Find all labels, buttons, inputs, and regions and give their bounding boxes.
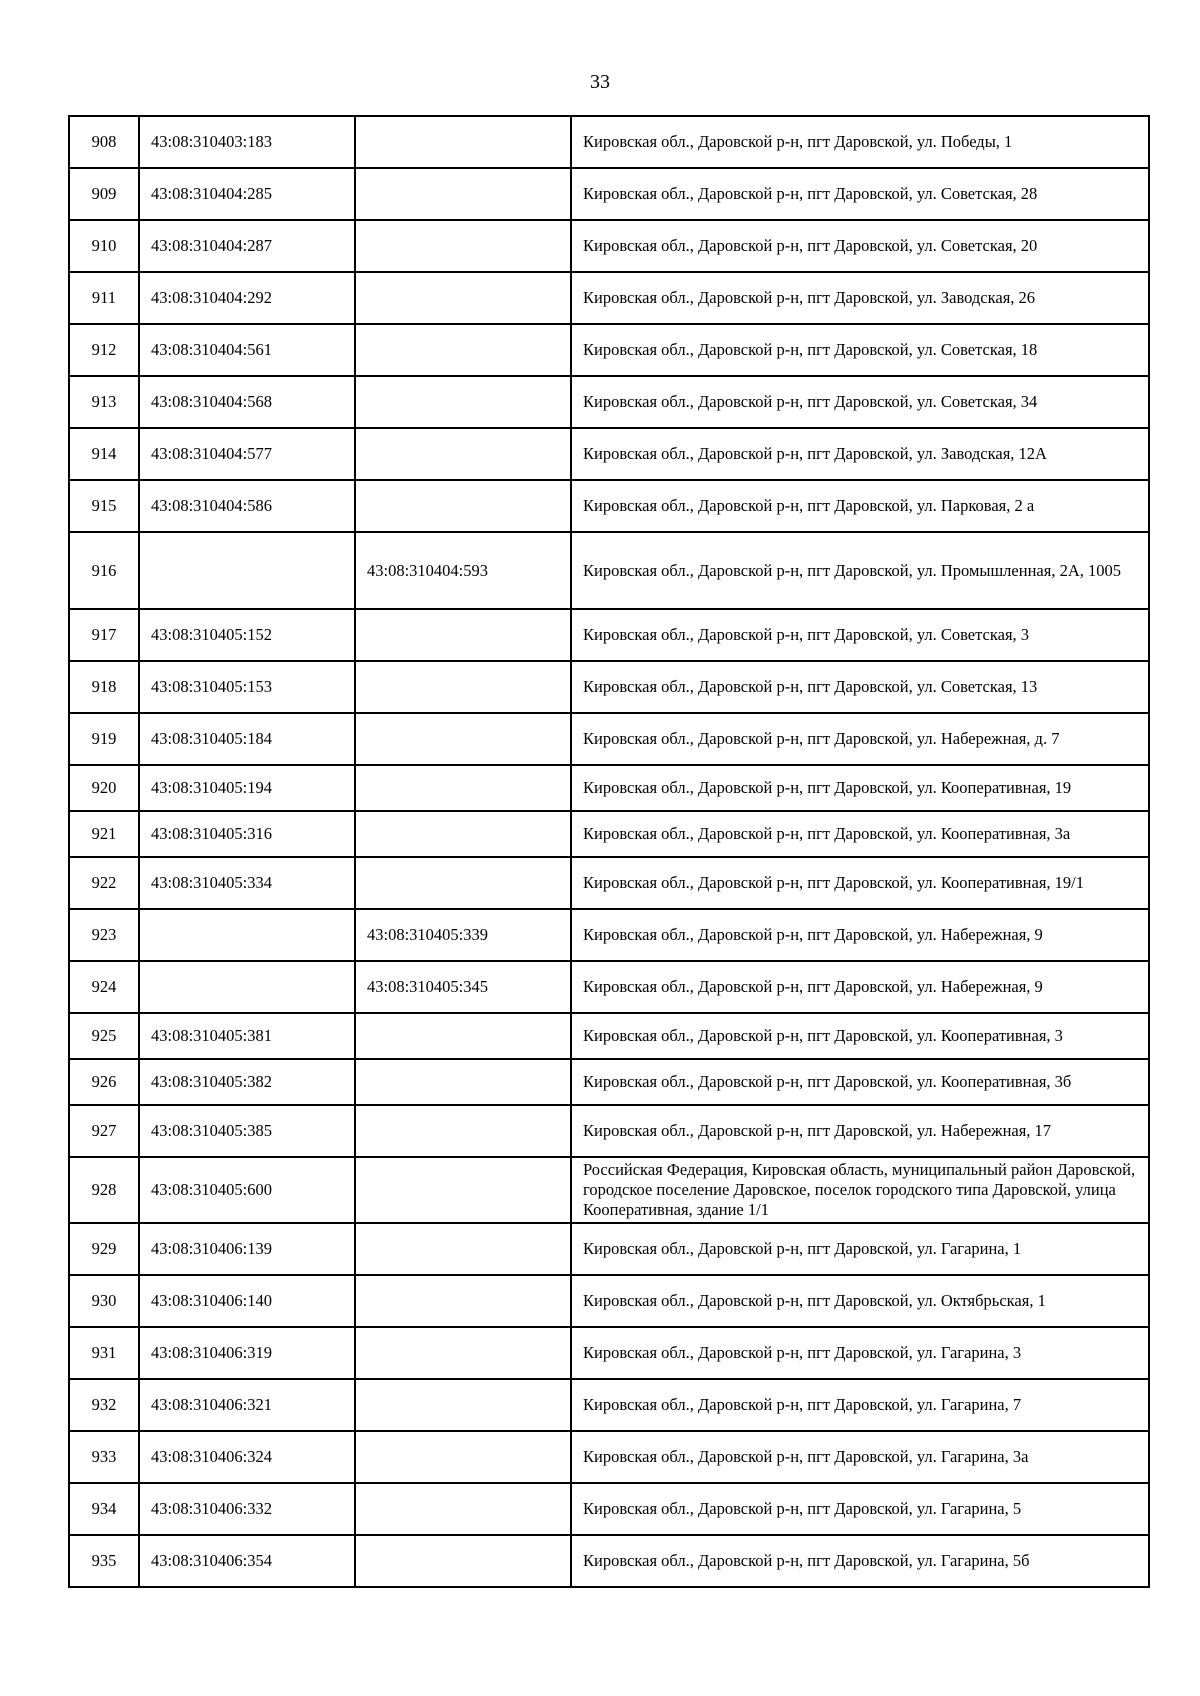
address: Кировская обл., Даровской р-н, пгт Даровской, ул. Кооперативная, 19/1 [571, 857, 1149, 909]
row-number: 924 [69, 961, 139, 1013]
table-row [69, 1431, 1149, 1483]
address: Кировская обл., Даровской р-н, пгт Даровской, ул. Набережная, 9 [571, 909, 1149, 961]
address: Кировская обл., Даровской р-н, пгт Даровской, ул. Промышленная, 2А, 1005 [571, 532, 1149, 609]
row-number: 930 [69, 1275, 139, 1327]
row-number: 923 [69, 909, 139, 961]
row-number: 920 [69, 765, 139, 811]
cadastral-number: 43:08:310406:321 [139, 1379, 355, 1431]
parent-cadastral-number [355, 1379, 571, 1431]
row-number: 929 [69, 1223, 139, 1275]
cadastral-number: 43:08:310405:316 [139, 811, 355, 857]
row-number: 915 [69, 480, 139, 532]
row-number: 918 [69, 661, 139, 713]
row-number: 912 [69, 324, 139, 376]
cadastral-number: 43:08:310405:334 [139, 857, 355, 909]
table-row [69, 116, 1149, 168]
row-number: 916 [69, 532, 139, 609]
cadastral-number: 43:08:310404:577 [139, 428, 355, 480]
address: Кировская обл., Даровской р-н, пгт Даровской, ул. Октябрьская, 1 [571, 1275, 1149, 1327]
parent-cadastral-number [355, 168, 571, 220]
table-row [69, 1105, 1149, 1157]
table-row [69, 272, 1149, 324]
address: Кировская обл., Даровской р-н, пгт Даровской, ул. Заводская, 26 [571, 272, 1149, 324]
cadastral-number: 43:08:310404:561 [139, 324, 355, 376]
row-number: 922 [69, 857, 139, 909]
cadastral-number: 43:08:310404:287 [139, 220, 355, 272]
row-number: 927 [69, 1105, 139, 1157]
registry-table [68, 115, 1150, 1588]
parent-cadastral-number [355, 1157, 571, 1223]
cadastral-number: 43:08:310404:292 [139, 272, 355, 324]
cadastral-number: 43:08:310405:382 [139, 1059, 355, 1105]
address: Кировская обл., Даровской р-н, пгт Даровской, ул. Советская, 28 [571, 168, 1149, 220]
table-row [69, 532, 1149, 609]
row-number: 913 [69, 376, 139, 428]
parent-cadastral-number: 43:08:310405:339 [355, 909, 571, 961]
row-number: 931 [69, 1327, 139, 1379]
table-row [69, 961, 1149, 1013]
address: Кировская обл., Даровской р-н, пгт Даровской, ул. Советская, 3 [571, 609, 1149, 661]
row-number: 908 [69, 116, 139, 168]
table-row [69, 661, 1149, 713]
parent-cadastral-number [355, 1327, 571, 1379]
address: Кировская обл., Даровской р-н, пгт Даровской, ул. Заводская, 12А [571, 428, 1149, 480]
row-number: 933 [69, 1431, 139, 1483]
address: Кировская обл., Даровской р-н, пгт Даровской, ул. Набережная, 17 [571, 1105, 1149, 1157]
table-row [69, 609, 1149, 661]
cadastral-number: 43:08:310406:140 [139, 1275, 355, 1327]
page-number: 33 [590, 71, 610, 93]
table-row [69, 1223, 1149, 1275]
table-row [69, 168, 1149, 220]
parent-cadastral-number [355, 428, 571, 480]
cadastral-number: 43:08:310404:285 [139, 168, 355, 220]
table-row [69, 480, 1149, 532]
table-row [69, 428, 1149, 480]
row-number: 932 [69, 1379, 139, 1431]
address: Кировская обл., Даровской р-н, пгт Даровской, ул. Кооперативная, 3 [571, 1013, 1149, 1059]
row-number: 919 [69, 713, 139, 765]
table-row [69, 1059, 1149, 1105]
table-row [69, 1013, 1149, 1059]
row-number: 909 [69, 168, 139, 220]
table-row [69, 713, 1149, 765]
cadastral-number: 43:08:310404:586 [139, 480, 355, 532]
cadastral-number [139, 961, 355, 1013]
cadastral-number: 43:08:310404:568 [139, 376, 355, 428]
parent-cadastral-number [355, 324, 571, 376]
row-number: 921 [69, 811, 139, 857]
row-number: 917 [69, 609, 139, 661]
parent-cadastral-number [355, 661, 571, 713]
parent-cadastral-number [355, 713, 571, 765]
parent-cadastral-number: 43:08:310404:593 [355, 532, 571, 609]
address: Кировская обл., Даровской р-н, пгт Даровской, ул. Кооперативная, 3а [571, 811, 1149, 857]
address: Кировская обл., Даровской р-н, пгт Даровской, ул. Гагарина, 5 [571, 1483, 1149, 1535]
cadastral-number: 43:08:310406:139 [139, 1223, 355, 1275]
table-row [69, 765, 1149, 811]
parent-cadastral-number [355, 1105, 571, 1157]
cadastral-number: 43:08:310405:381 [139, 1013, 355, 1059]
address: Кировская обл., Даровской р-н, пгт Даровской, ул. Набережная, 9 [571, 961, 1149, 1013]
row-number: 928 [69, 1157, 139, 1223]
parent-cadastral-number [355, 116, 571, 168]
cadastral-number: 43:08:310406:354 [139, 1535, 355, 1587]
table-row [69, 909, 1149, 961]
parent-cadastral-number [355, 811, 571, 857]
table-row [69, 1327, 1149, 1379]
parent-cadastral-number [355, 220, 571, 272]
cadastral-number [139, 909, 355, 961]
address: Кировская обл., Даровской р-н, пгт Даровской, ул. Кооперативная, 3б [571, 1059, 1149, 1105]
address: Кировская обл., Даровской р-н, пгт Даровской, ул. Советская, 34 [571, 376, 1149, 428]
cadastral-number: 43:08:310406:319 [139, 1327, 355, 1379]
address: Кировская обл., Даровской р-н, пгт Даровской, ул. Советская, 20 [571, 220, 1149, 272]
cadastral-number: 43:08:310405:184 [139, 713, 355, 765]
cadastral-number: 43:08:310405:152 [139, 609, 355, 661]
parent-cadastral-number [355, 1223, 571, 1275]
row-number: 914 [69, 428, 139, 480]
address: Кировская обл., Даровской р-н, пгт Даровской, ул. Гагарина, 3 [571, 1327, 1149, 1379]
parent-cadastral-number [355, 480, 571, 532]
address: Кировская обл., Даровской р-н, пгт Даровской, ул. Советская, 18 [571, 324, 1149, 376]
address: Кировская обл., Даровской р-н, пгт Даровской, ул. Набережная, д. 7 [571, 713, 1149, 765]
row-number: 935 [69, 1535, 139, 1587]
row-number: 934 [69, 1483, 139, 1535]
table-row [69, 1275, 1149, 1327]
parent-cadastral-number [355, 609, 571, 661]
cadastral-number [139, 532, 355, 609]
parent-cadastral-number [355, 1013, 571, 1059]
address: Российская Федерация, Кировская область, муниципальный район Даровской, городское поселение Даровское, поселок городского типа Даровской, улица Кооперативная, здание 1/1 [571, 1157, 1149, 1223]
table-row [69, 857, 1149, 909]
table-row [69, 1483, 1149, 1535]
cadastral-number: 43:08:310406:332 [139, 1483, 355, 1535]
parent-cadastral-number [355, 272, 571, 324]
parent-cadastral-number [355, 1483, 571, 1535]
address: Кировская обл., Даровской р-н, пгт Даровской, ул. Парковая, 2 а [571, 480, 1149, 532]
cadastral-number: 43:08:310403:183 [139, 116, 355, 168]
parent-cadastral-number [355, 376, 571, 428]
row-number: 926 [69, 1059, 139, 1105]
table-row [69, 376, 1149, 428]
parent-cadastral-number [355, 1275, 571, 1327]
cadastral-number: 43:08:310406:324 [139, 1431, 355, 1483]
table-row [69, 1535, 1149, 1587]
table-row [69, 1157, 1149, 1223]
parent-cadastral-number [355, 765, 571, 811]
table-row [69, 220, 1149, 272]
parent-cadastral-number [355, 1431, 571, 1483]
table-row [69, 1379, 1149, 1431]
cadastral-number: 43:08:310405:385 [139, 1105, 355, 1157]
parent-cadastral-number [355, 857, 571, 909]
address: Кировская обл., Даровской р-н, пгт Даровской, ул. Гагарина, 7 [571, 1379, 1149, 1431]
address: Кировская обл., Даровской р-н, пгт Даровской, ул. Гагарина, 5б [571, 1535, 1149, 1587]
table-row [69, 811, 1149, 857]
row-number: 910 [69, 220, 139, 272]
row-number: 925 [69, 1013, 139, 1059]
row-number: 911 [69, 272, 139, 324]
cadastral-number: 43:08:310405:194 [139, 765, 355, 811]
parent-cadastral-number: 43:08:310405:345 [355, 961, 571, 1013]
cadastral-number: 43:08:310405:600 [139, 1157, 355, 1223]
address: Кировская обл., Даровской р-н, пгт Даровской, ул. Советская, 13 [571, 661, 1149, 713]
address: Кировская обл., Даровской р-н, пгт Даровской, ул. Гагарина, 1 [571, 1223, 1149, 1275]
cadastral-number: 43:08:310405:153 [139, 661, 355, 713]
address: Кировская обл., Даровской р-н, пгт Даровской, ул. Гагарина, 3а [571, 1431, 1149, 1483]
parent-cadastral-number [355, 1535, 571, 1587]
address: Кировская обл., Даровской р-н, пгт Даровской, ул. Кооперативная, 19 [571, 765, 1149, 811]
table-row [69, 324, 1149, 376]
parent-cadastral-number [355, 1059, 571, 1105]
address: Кировская обл., Даровской р-н, пгт Даровской, ул. Победы, 1 [571, 116, 1149, 168]
